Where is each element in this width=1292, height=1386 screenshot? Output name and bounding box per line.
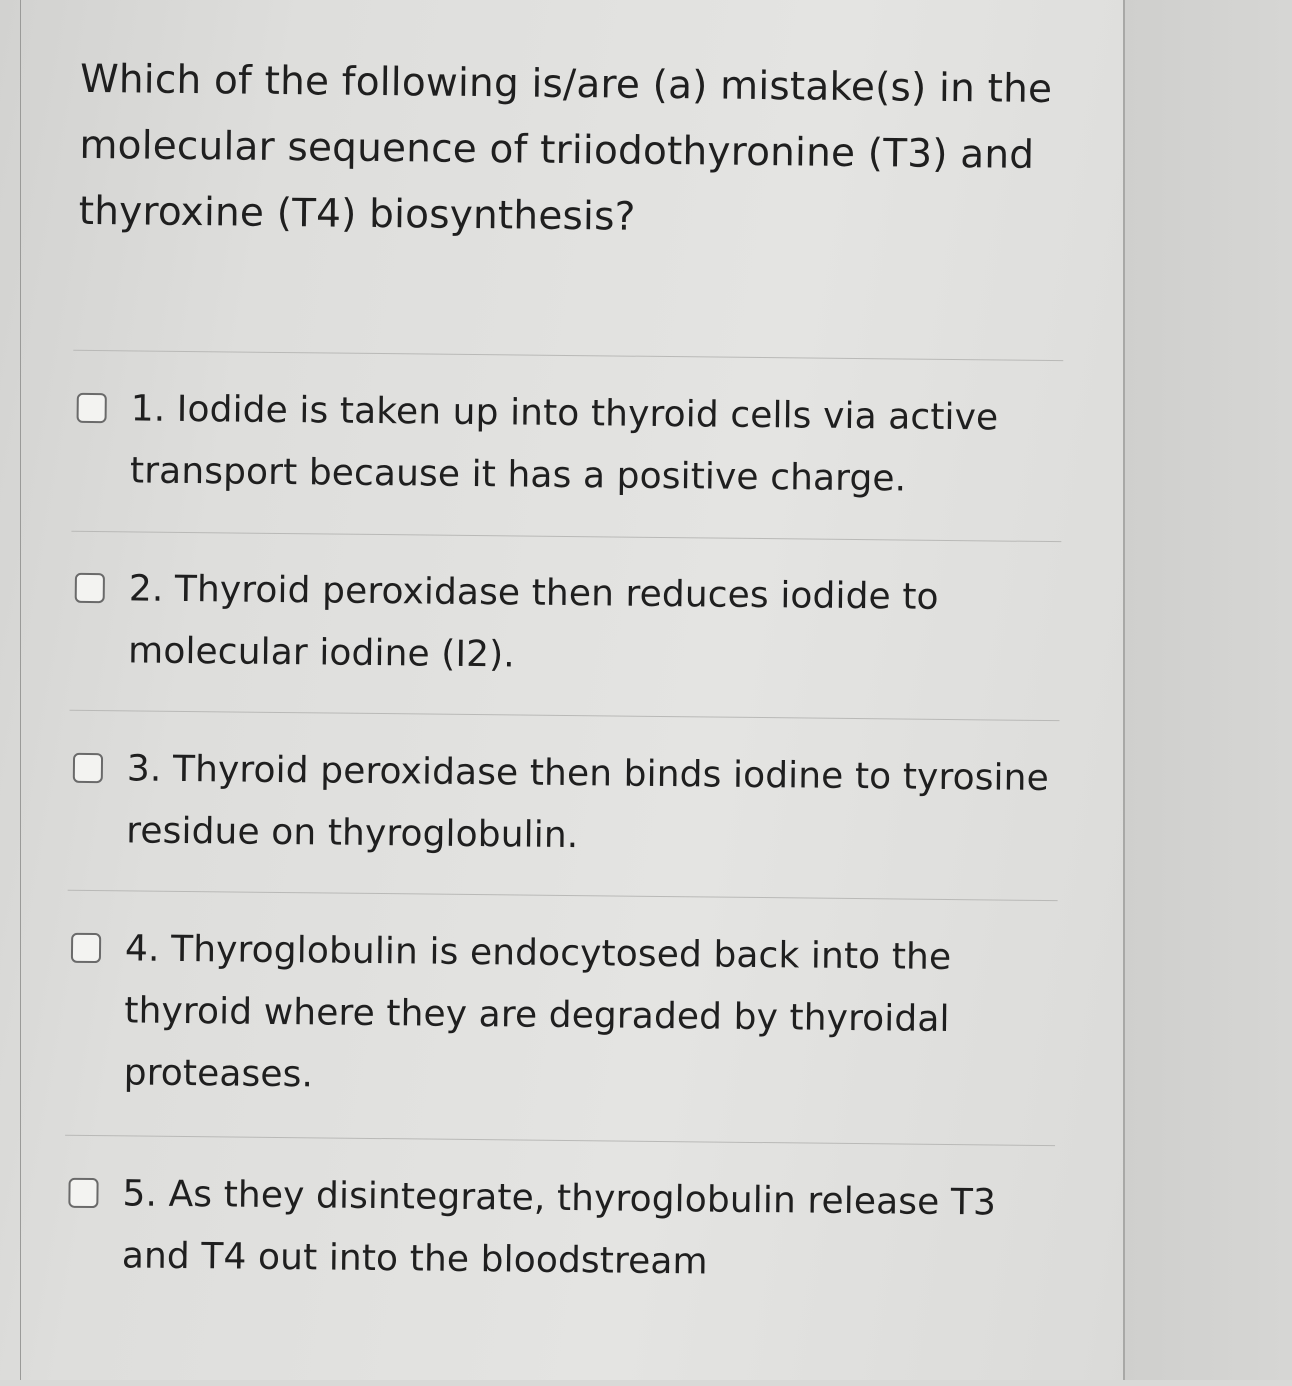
checkbox-icon[interactable] [73,753,103,783]
checkbox-icon[interactable] [77,393,107,423]
question-text: Which of the following is/are (a) mistake(s) in the molecular sequence of triiodothyronine (T3) and thyroxine (T4) biosynthesis? [78,56,1053,240]
question-card [7,0,1123,1386]
option-5[interactable] [67,1163,1058,1297]
checkbox-icon[interactable] [71,933,101,963]
option-3[interactable] [72,738,1063,872]
option-label: 5. As they disintegrate, thyroglobulin release T3 and T4 out into the bloodstream [121,1173,997,1283]
divider [71,531,1061,542]
option-label: 1. Iodide is taken up into thyroid cells via active transport because it has a positive charge. [129,388,999,500]
option-1[interactable] [76,378,1067,512]
checkbox-icon[interactable] [75,573,105,603]
option-4[interactable] [69,918,1061,1114]
checkbox-icon[interactable] [68,1178,98,1208]
right-border [1123,0,1125,1380]
option-label: 3. Thyroid peroxidase then binds iodine to tyrosine residue on thyroglobulin. [126,748,1050,857]
divider [68,890,1058,901]
divider [70,710,1060,721]
option-label: 2. Thyroid peroxidase then reduces iodide to molecular iodine (I2). [127,568,939,676]
option-2[interactable] [74,558,1065,692]
option-label: 4. Thyroglobulin is endocytosed back into the thyroid where they are degraded by thyroidal proteases. [123,928,952,1096]
divider [65,1135,1055,1146]
divider [73,350,1063,361]
right-side-panel [1125,0,1292,1380]
